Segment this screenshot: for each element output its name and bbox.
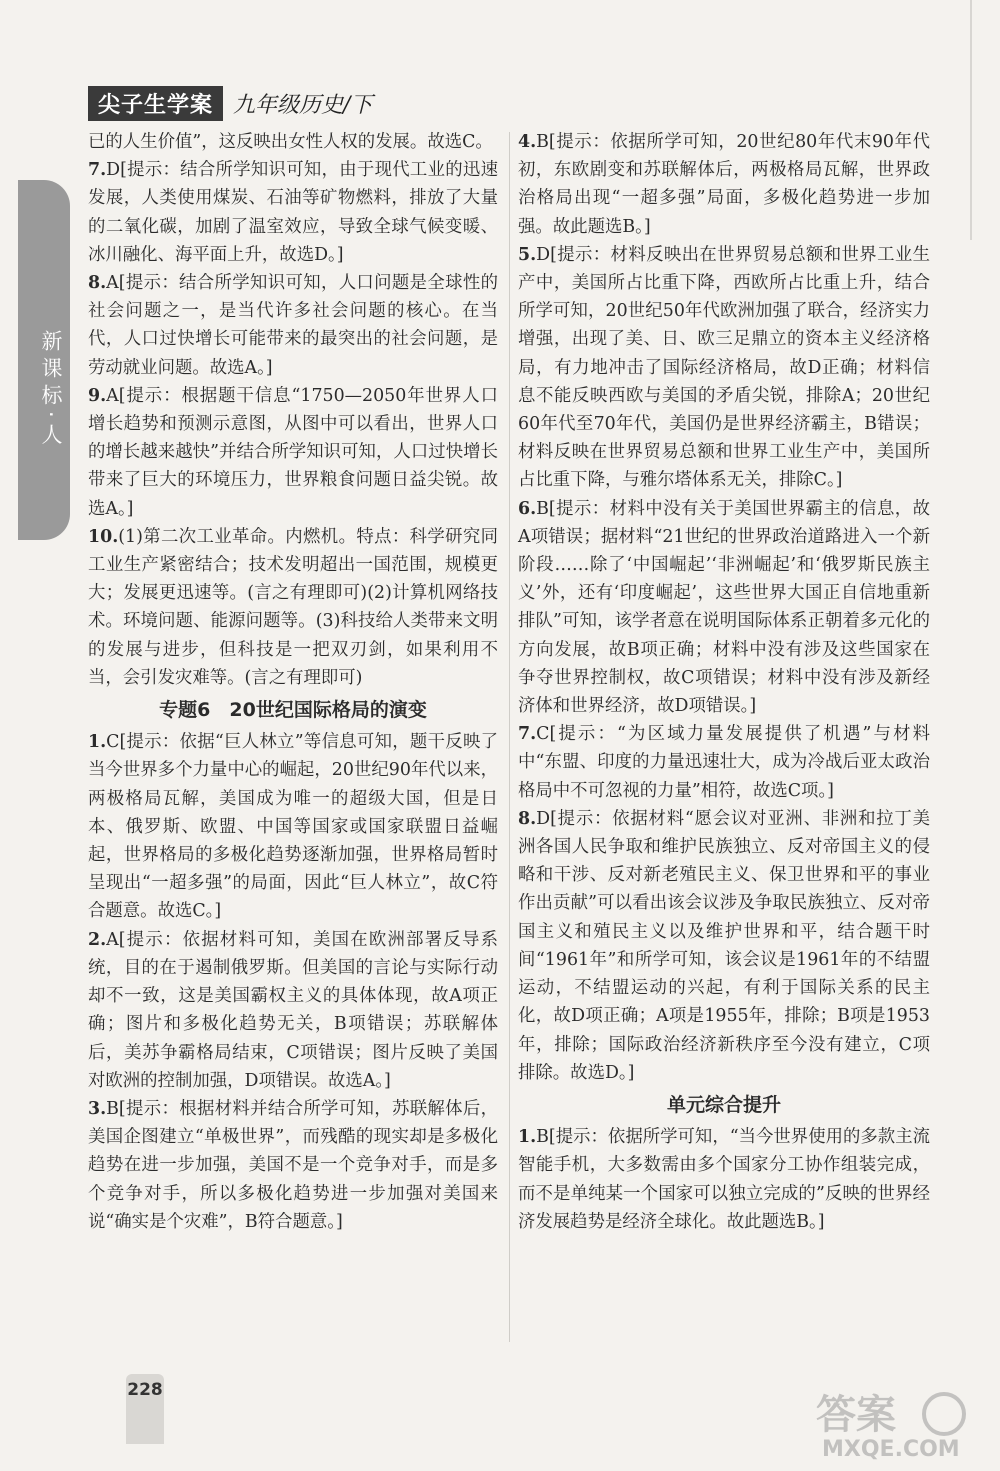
answer-text: B[提示：材料中没有关于美国世界霸主的信息，故A项错误；据材料“21世纪的世界政治道路进入一个新阶段……除了‘中国崛起’‘非洲崛起’和‘俄罗斯民族主义’外，还有‘印度崛起’，这些世界大国正自信地重新排队”可知，该学者意在说明国际体系正朝着多元化的方向发展，故B项正确；材料中没有涉及这些国家在争夺世界控制权，故C项错误；材料中没有涉及新经济体和世界经济，故D项错误。] <box>518 498 930 717</box>
answer-text: C[提示：依据“巨人林立”等信息可知，题干反映了当今世界多个力量中心的崛起，20世纪90年代以来，两极格局瓦解，美国成为唯一的超级大国，但是日本、俄罗斯、欧盟、中国等国家或国家联盟日益崛起，世界格局的多极化趋势逐渐加强，世界格局暂时呈现出“一超多强”的局面，因此“巨人林立”，故C符合题意。故选C。] <box>88 732 498 922</box>
answer-text: (1)第二次工业革命。内燃机。特点：科学研究同工业生产紧密结合；技术发明超出一国范围，规模更大；发展更迅速等。(言之有理即可)(2)计算机网络技术。环境问题、能源问题等。(3)科技给人类带来文明的发展与进步，但科技是一把双刃剑，如果利用不当，会引发灾难等。(言之有理即可) <box>88 526 498 688</box>
answer-text: A[提示：结合所学知识可知，人口问题是全球性的社会问题之一，是当代许多社会问题的核心。在当代，人口过快增长可能带来的最突出的社会问题，是劳动就业问题。故选A。] <box>88 273 498 378</box>
answer-text: D[提示：材料反映出在世界贸易总额和世界工业生产中，美国所占比重下降，西欧所占比重上升，结合所学可知，20世纪50年代欧洲加强了联合，经济实力增强，出现了美、日、欧三足鼎立的资本主义经济格局，有力地冲击了国际经济格局，故D正确；材料信息不能反映西欧与美国的矛盾尖锐，排除A；20世纪60年代至70年代，美国仍是世界经济霸主，B错误；材料反映在世界贸易总额和世界工业生产中，美国所占比重下降，与雅尔塔体系无关，排除C。] <box>518 244 930 491</box>
brand-label: 尖子生学案 <box>88 86 223 121</box>
answer-number: 2. <box>88 929 107 950</box>
answer-item <box>88 926 498 1095</box>
answer-number: 8. <box>88 273 107 294</box>
answer-item <box>88 1095 498 1236</box>
answer-number: 1. <box>88 732 107 753</box>
page-number: 228 <box>127 1380 163 1400</box>
watermark-url: MXQE.COM <box>822 1437 960 1462</box>
answer-item <box>518 1123 930 1236</box>
answer-item <box>88 128 498 156</box>
answer-number: 8. <box>518 808 537 829</box>
answer-item <box>518 720 930 805</box>
side-tab-label: 新课标·人 <box>39 330 63 451</box>
answer-number: 1. <box>518 1127 537 1148</box>
answer-item <box>88 523 498 692</box>
answer-item <box>88 382 498 523</box>
answer-number: 10. <box>88 526 119 547</box>
watermark-logo <box>812 1382 972 1462</box>
page-header <box>88 88 372 118</box>
answer-number: 7. <box>518 724 537 745</box>
answer-item <box>518 241 930 495</box>
answer-text: D[提示：结合所学知识可知，由于现代工业的迅速发展，人类使用煤炭、石油等矿物燃料，排放了大量的二氧化碳，加剧了温室效应，导致全球气候变暖、冰川融化、海平面上升，故选D。] <box>88 160 498 265</box>
answer-text: A[提示：依据材料可知，美国在欧洲部署反导系统，目的在于遏制俄罗斯。但美国的言论与实际行动却不一致，这是美国霸权主义的具体体现，故A项正确；图片和多极化趋势无关，B项错误；苏联解体后，美苏争霸格局结束，C项错误；图片反映了美国对欧洲的控制加强，D项错误。故选A。] <box>88 929 498 1091</box>
watermark-logo-text: 答案 <box>816 1392 896 1438</box>
answer-number: 3. <box>88 1098 107 1119</box>
answer-text: B[提示：依据所学可知，“当今世界使用的多款主流智能手机，大多数需由多个国家分工协作组装完成，而不是单纯某一个国家可以独立完成的”反映的世界经济发展趋势是经济全球化。故此题选B。] <box>518 1127 930 1232</box>
answer-text: B[提示：依据所学可知，20世纪80年代末90年代初，东欧剧变和苏联解体后，两极格局瓦解，世界政治格局出现“一超多强”局面，多极化趋势进一步加强。故此题选B。] <box>518 132 930 237</box>
page-edge <box>970 0 972 240</box>
column-divider <box>509 132 510 1342</box>
answer-number: 6. <box>518 498 537 519</box>
answer-item <box>518 805 930 1087</box>
section-title: 专题6 20世纪国际格局的演变 <box>159 699 427 722</box>
answer-text: C[提示：“为区域力量发展提供了机遇”与材料中“东盟、印度的力量迅速壮大，成为冷战后亚太政治格局中不可忽视的力量”相符，故选C项。] <box>518 724 930 801</box>
answer-item <box>88 728 498 925</box>
answer-text: B[提示：根据材料并结合所学可知，苏联解体后，美国企图建立“单极世界”，而残酷的现实却是多极化趋势在进一步加强，美国不是一个竞争对手，而是多个竞争对手，所以多极化趋势进一步加强对美国来说“确实是个灾难”，B符合题意。] <box>88 1098 498 1232</box>
answer-item <box>88 156 498 269</box>
answer-item <box>518 128 930 241</box>
answer-text: A[提示：根据题干信息“1750—2050年世界人口增长趋势和预测示意图，从图中可以看出，世界人口的增长越来越快”并结合所学知识可知，人口过快增长带来了巨大的环境压力，世界粮食问题日益尖锐。故选A。] <box>88 385 498 519</box>
answer-number: 7. <box>88 160 107 181</box>
unit-title: 单元综合提升 <box>666 1093 781 1116</box>
answer-number: 5. <box>518 244 537 265</box>
answer-item <box>88 269 498 382</box>
watermark-logo-icon <box>812 1382 972 1462</box>
right-column <box>518 128 930 1236</box>
answer-text: 已的人生价值”，这反映出女性人权的发展。故选C。 <box>88 132 493 152</box>
answer-number: 4. <box>518 132 537 152</box>
left-column <box>88 128 498 1236</box>
answer-item <box>518 495 930 721</box>
answer-number: 9. <box>88 385 107 406</box>
answer-text: D[提示：依据材料“愿会议对亚洲、非洲和拉丁美洲各国人民争取和维护民族独立、反对帝国主义的侵略和干涉、反对新老殖民主义、保卫世界和平的事业作出贡献”可以看出该会议涉及争取民族独立、反对帝国主义和殖民主义以及维护世界和平，结合题干时间“1961年”和所学可知，该会议是1961年的不结盟运动，不结盟运动的兴起，有利于国际关系的民主化，故D项正确；A项是1955年，排除；B项是1953年，排除；国际政治经济新秩序至今没有建立，C项排除。故选D。] <box>518 808 930 1083</box>
subject-label: 九年级历史/下 <box>233 92 373 118</box>
watermark-circle <box>924 1394 964 1434</box>
